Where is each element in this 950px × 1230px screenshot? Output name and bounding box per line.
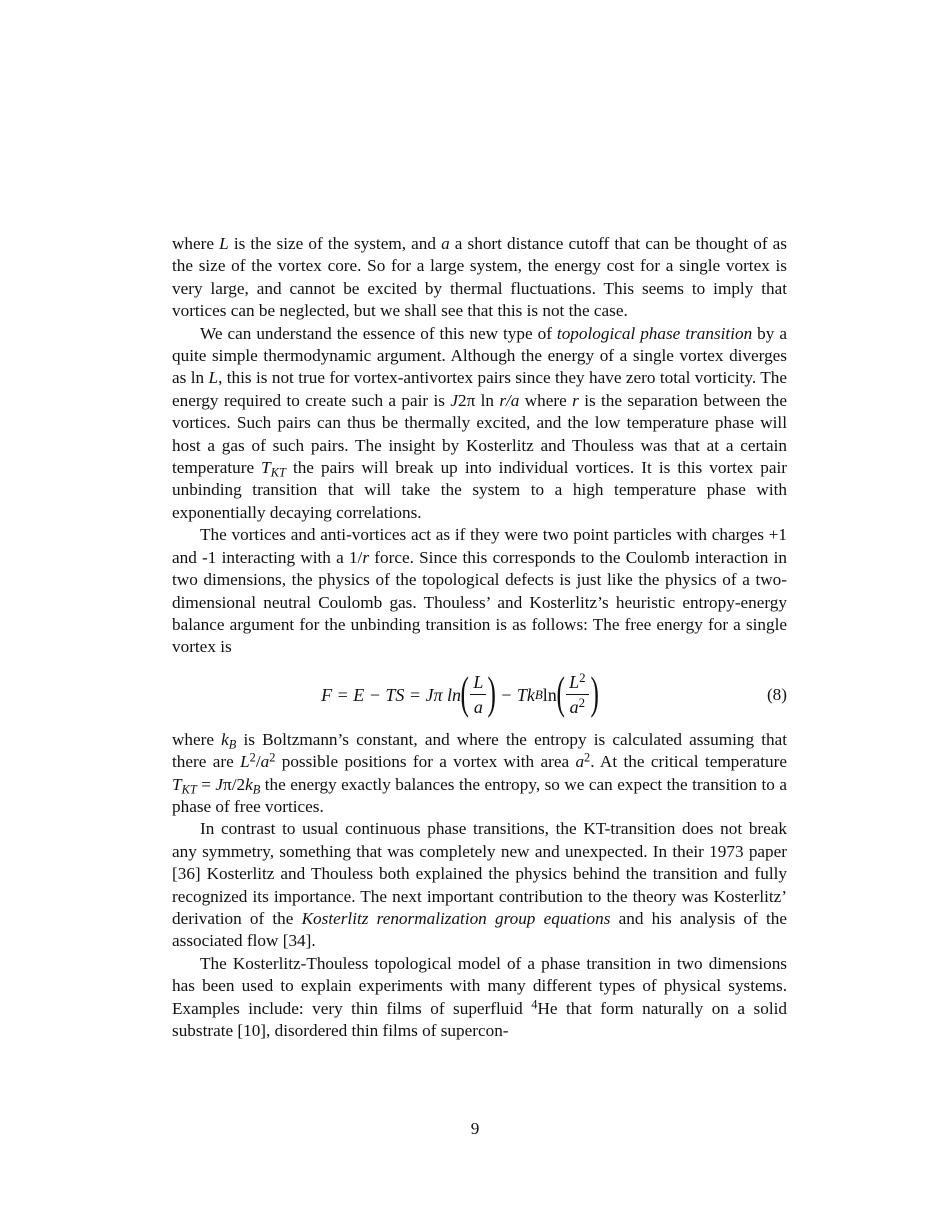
equation-number: (8): [766, 684, 787, 704]
paragraph-5: In contrast to usual continuous phase transitions, the KT-transition does not break any symmetry, something that was completely new and unexpected. In their 1973 paper [36] Kosterlitz and Thouless both explained the physics behind the transition and fully recognized its importance. The next important contribution to the theory was Kosterlitz’ derivation of the Kosterlitz renormalization group equations and his analysis of the associated flow [34].: [172, 819, 788, 951]
left-paren-icon: (: [460, 666, 469, 718]
var-L: L: [219, 234, 229, 253]
equation-body: F = E − TS = Jπ ln ( $\frac{L}{a}$ ) − Tk B ln ( $\frac{L^2}{a^2}$ ): [321, 666, 599, 718]
right-paren-icon: ): [487, 666, 497, 718]
paper-body: [172, 233, 787, 1042]
right-paren-icon: ): [590, 666, 599, 718]
fraction-L2-over-a2: $\frac{L^2}{a^2}$: [566, 671, 589, 718]
page-number: 9: [470, 1119, 480, 1138]
paragraph-3: The vortices and anti-vortices act as if they were two point particles with charges +1 and -1 interacting with a 1/r force. Since this corresponds to the Coulomb interaction in two dimensions, the physics of the topological defects is just like the physics of a two-dimensional neutral Coulomb gas. Thouless’ and Kosterlitz’s heuristic entropy-energy balance argument for the unbinding transition is as follows: The free energy for a single vortex is: [172, 525, 788, 657]
var-a: a: [441, 234, 450, 253]
paragraph-6: The Kosterlitz-Thouless topological model of a phase transition in two dimensions has been used to explain experiments with many different types of physical systems. Examples include: very thin films of superfluid $^4$He that form naturally on a solid substrate [10], disordered thin films of supercon-: [172, 953, 787, 1040]
paragraph-4: where $k_B$ is Boltzmann’s constant, and where the entropy is calculated assuming that there are $L^2/a^2$ possible positions for a vortex with area $a^2$. At the critical temperature $T_{KT} = J\pi/2k_B$ the energy exactly balances the entropy, so we can expect the transition to a phase of free vortices.: [172, 729, 787, 816]
fraction-L-over-a: $\frac{L}{a}$: [470, 671, 486, 718]
emphasis-topological-phase-transition: topological phase transition: [556, 323, 753, 343]
equation-8: [172, 661, 787, 729]
paragraph-2: We can understand the essence of this new type of topological phase transition by a quite simple thermodynamic argument. Although the energy of a single vortex diverges as ln L, this is not true for vortex-antivortex pairs since they have zero total vorticity. The energy required to create such a pair is J2π ln r/a where r is the separation between the vortices. Such pairs can thus be thermally excited, and the low temperature phase will host a gas of such pairs. The insight by Kosterlitz and Thouless was that at a certain temperature $T_{KT}$ the pairs will break up into individual vortices. It is this vortex pair unbinding transition that will take the system to a high temperature phase with exponentially decaying correlations.: [172, 323, 788, 522]
left-paren-icon: (: [556, 666, 565, 718]
paragraph-1: where L is the size of the system, and a a short distance cutoff that can be thought of as the size of the vortex core. So for a large system, the energy cost for a single vortex is very large, and cannot be excited by thermal fluctuations. This seems to imply that vortices can be neglected, but we shall see that this is not the case.: [172, 234, 787, 321]
emphasis-kosterlitz-rg-equations: Kosterlitz renormalization group equations: [301, 908, 611, 928]
